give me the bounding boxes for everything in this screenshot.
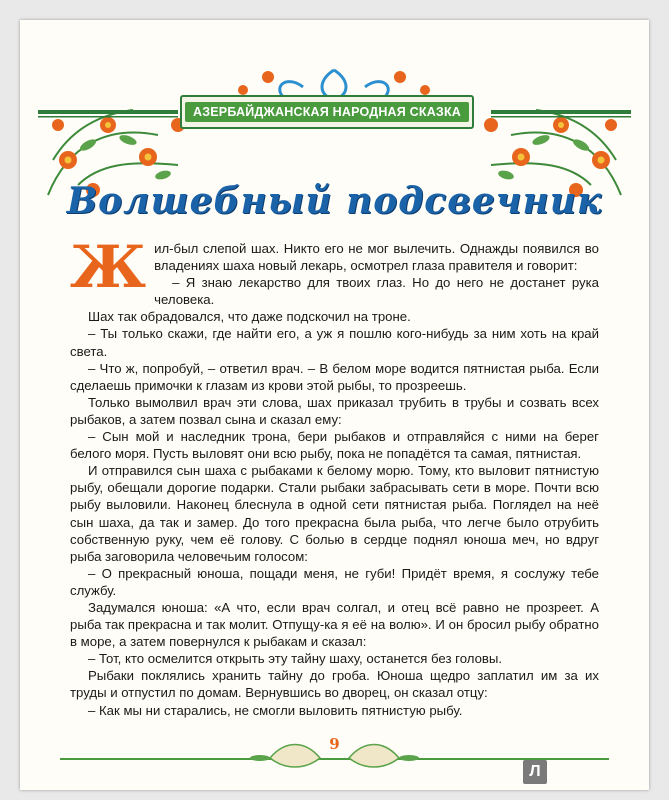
story-text bbox=[70, 233, 599, 719]
drop-cap: Ж bbox=[70, 233, 147, 301]
book-page bbox=[20, 20, 649, 790]
story-paragraph: Задумался юноша: «А что, если врач солгал, и отец всё равно не прозреет. А рыба так прекрасна и так молит. Отпущу-ка я её на волю». И он бросил рыбу обратно в море, а затем повернулся к рыбакам и сказал: bbox=[70, 599, 599, 650]
story-paragraph: Жил-был слепой шах. Никто его не мог вылечить. Однажды появился во владениях шаха новый лекарь, осмотрел глаза правителя и говорит: bbox=[70, 233, 599, 301]
story-paragraph: – Ты только скажи, где найти его, а уж я пошлю кого-нибудь за ним хоть на край света. bbox=[70, 326, 599, 359]
story-paragraph: Только вымолвил врач эти слова, шах приказал трубить в трубы и созвать всех рыбаков, а затем позвал сына и сказал ему: bbox=[70, 394, 599, 427]
story-paragraph: – Сын мой и наследник трона, бери рыбаков и отправляйся с ними на берег белого моря. Пусть выловят они всю рыбу, пока не попадётся та самая, пятнистая. bbox=[70, 429, 599, 462]
story-paragraph: – Я знаю лекарство для твоих глаз. Но до него не достанет рука человека. bbox=[154, 275, 599, 308]
story-paragraph: – Как мы ни старались, не смогли выловить пятнистую рыбу. bbox=[88, 702, 463, 718]
story-paragraph: Рыбаки поклялись хранить тайну до гроба. Юноша щедро заплатил им за их труды и отпустил по домам. Вернувшись во дворец, он сказал отцу: bbox=[70, 668, 599, 701]
publisher-logo-icon: Л bbox=[523, 760, 547, 784]
story-paragraph: Шах так обрадовался, что даже подскочил на троне. bbox=[88, 309, 411, 325]
page-number: 9 bbox=[329, 735, 340, 753]
story-paragraph: – Что ж, попробуй, – ответил врач. – В белом море водится пятнистая рыба. Если сделаешь примочки к глазам из крови этой рыбы, то прозреешь. bbox=[70, 360, 599, 393]
story-paragraph: И отправился сын шаха с рыбаками к белому морю. Тому, кто выловит пятнистую рыбу, обещали дорогие подарки. Стали рыбаки забрасывать сети в море. Почти всю рыбу выловили. Наконец блеснула в одной сети пятнистая рыба. Поглядел на неё сын шаха, да так и замер. До того прекрасна была рыба, что легче было отрубить собственную руку, чем её голову. С болью в сердце поднял юноша меч, но вдруг рыба заговорила человечьим голосом: bbox=[70, 463, 599, 564]
story-origin-label: АЗЕРБАЙДЖАНСКАЯ НАРОДНАЯ СКАЗКА bbox=[185, 102, 469, 122]
story-origin-banner bbox=[180, 95, 474, 129]
story-paragraph: – О прекрасный юноша, пощади меня, не губи! Придёт время, я сослужу тебе службу. bbox=[70, 565, 599, 598]
story-title: Волшебный подсвечник bbox=[66, 180, 603, 222]
story-paragraph: – Тот, кто осмелится открыть эту тайну шаху, останется без головы. bbox=[88, 651, 503, 667]
